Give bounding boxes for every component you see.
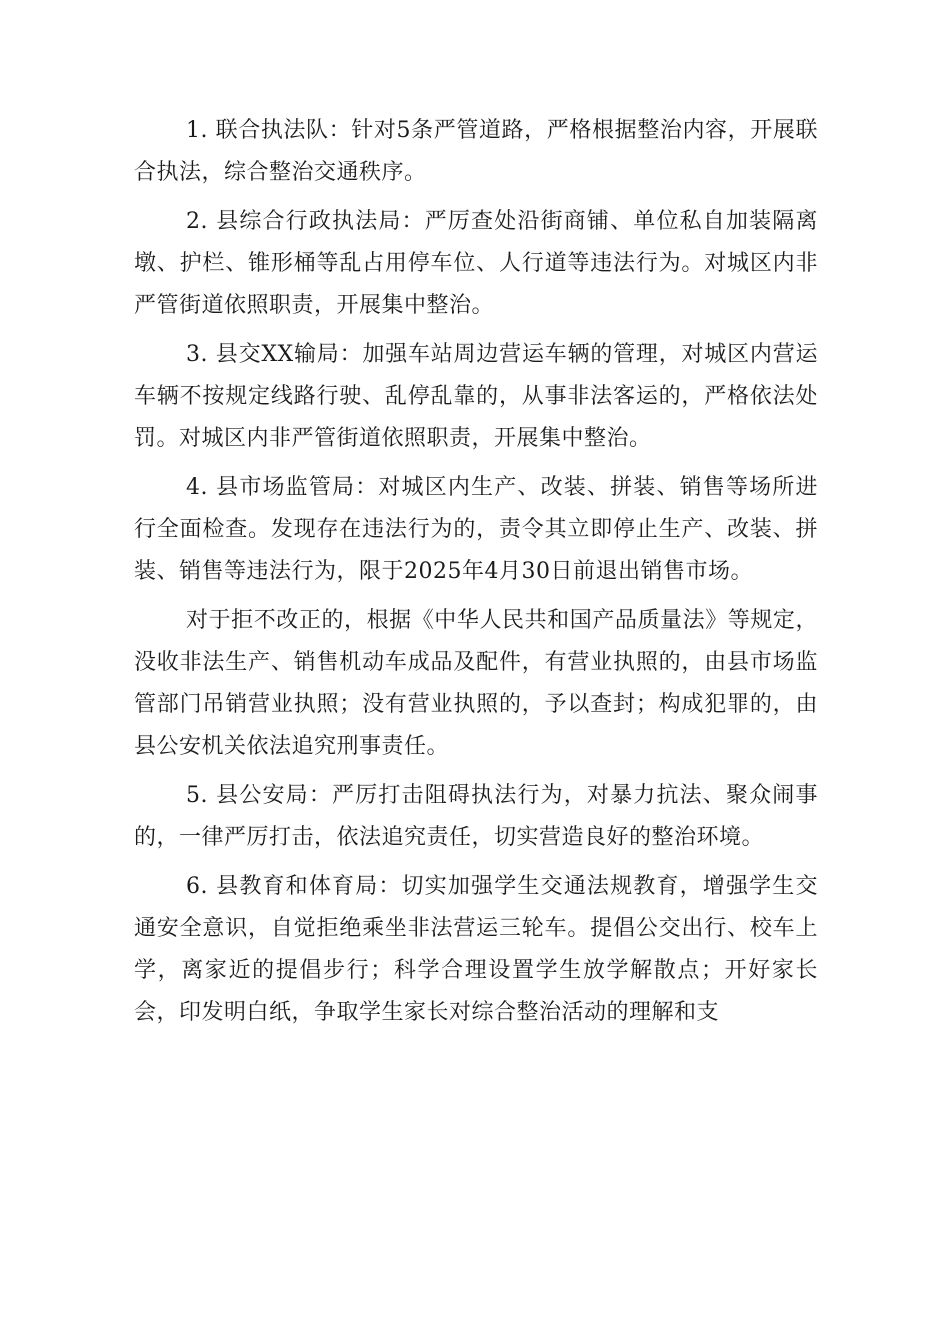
paragraph-transport-bureau: 3. 县交XX输局：加强车站周边营运车辆的管理，对城区内营运车辆不按规定线路行驶、乱停乱靠的，从事非法客运的，严格依法处罚。对城区内非严管街道依照职责，开展集中整治。 <box>134 342 818 451</box>
paragraph-joint-enforcement: 1. 联合执法队：针对5条严管道路，严格根据整治内容，开展联合执法，综合整治交通秩序。 <box>134 118 818 185</box>
paragraph-education-sports: 6. 县教育和体育局：切实加强学生交通法规教育，增强学生交通安全意识，自觉拒绝乘坐非法营运三轮车。提倡公交出行、校车上学，离家近的提倡步行；科学合理设置学生放学解散点；开好家长会，印发明白纸，争取学生家长对综合整治活动的理解和支 <box>134 874 818 1025</box>
paragraph-public-security: 5. 县公安局：严厉打击阻碍执法行为，对暴力抗法、聚众闹事的，一律严厉打击，依法追究责任，切实营造良好的整治环境。 <box>134 783 818 850</box>
document-body <box>134 110 818 1034</box>
paragraph-market-supervision: 4. 县市场监管局：对城区内生产、改装、拼装、销售等场所进行全面检查。发现存在违法行为的，责令其立即停止生产、改装、拼装、销售等违法行为，限于2025年4月30日前退出销售市场。 <box>134 475 818 584</box>
paragraph-refusal-penalties: 对于拒不改正的，根据《中华人民共和国产品质量法》等规定，没收非法生产、销售机动车成品及配件，有营业执照的，由县市场监管部门吊销营业执照；没有营业执照的，予以查封；构成犯罪的，由县公安机关依法追究刑事责任。 <box>134 608 818 759</box>
paragraph-admin-enforcement-bureau: 2. 县综合行政执法局：严厉查处沿街商铺、单位私自加装隔离墩、护栏、锥形桶等乱占用停车位、人行道等违法行为。对城区内非严管街道依照职责，开展集中整治。 <box>134 209 818 318</box>
